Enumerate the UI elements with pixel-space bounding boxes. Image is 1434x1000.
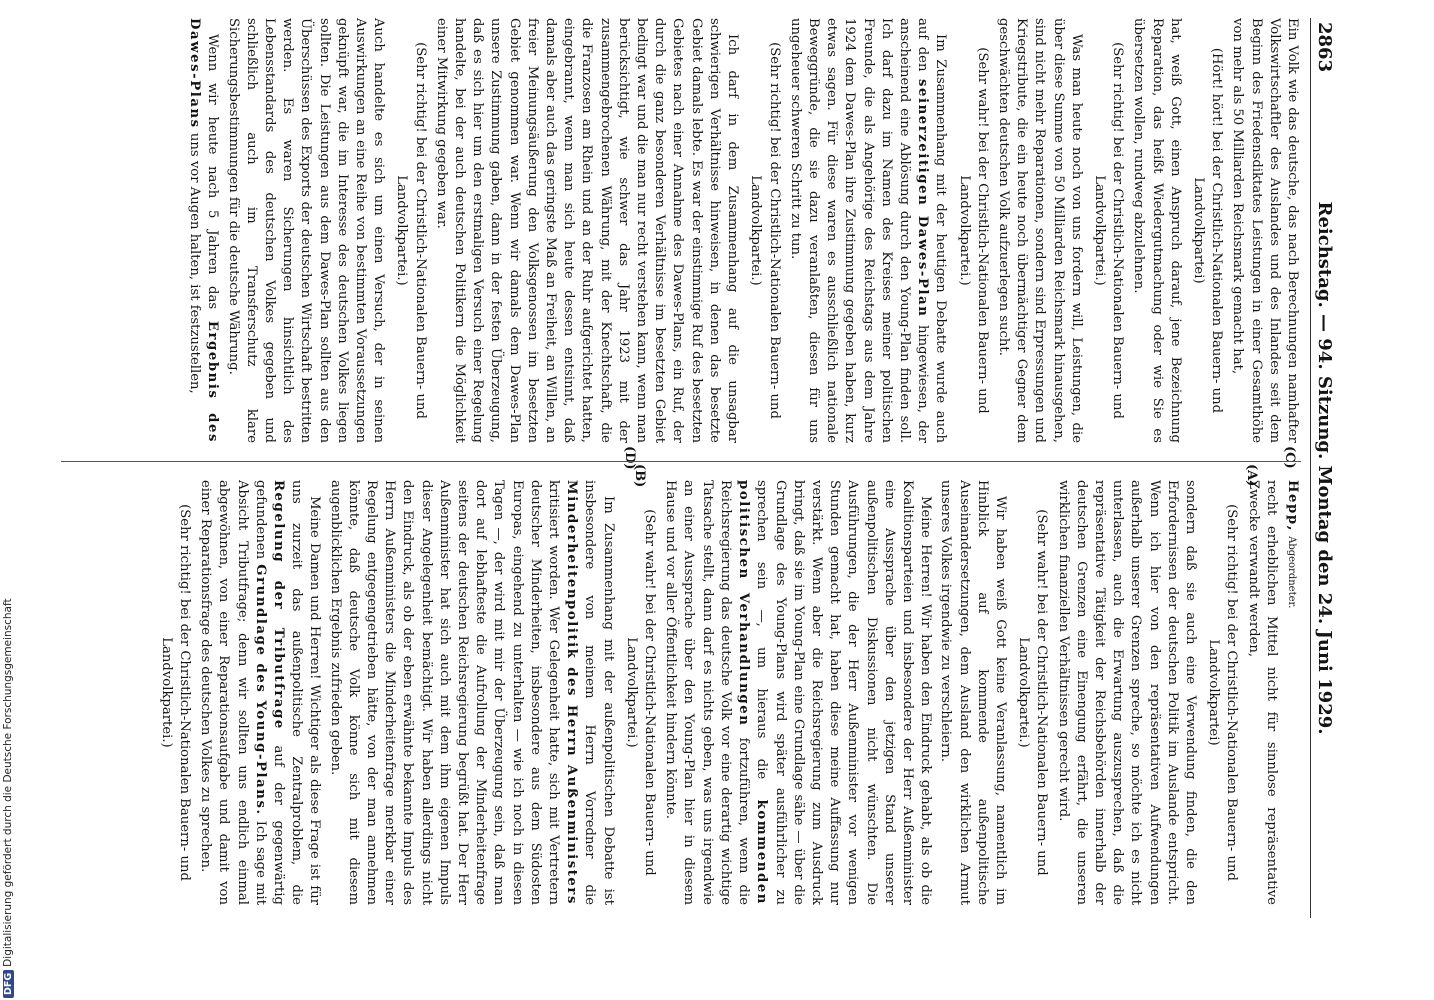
rotated-page-content (47, 18, 1337, 918)
interjection: (Sehr wahr! bei der Christlich-Nationalen Bauern- und Landvolkpartei.) (623, 509, 658, 876)
paragraph (325, 480, 616, 905)
text-run: uns vor Augen halten, ist festzustellen, (187, 128, 203, 394)
emphasis-text: Minderheitenpolitik des Herrn Außenministers (564, 480, 580, 905)
paragraph: sondern daß sie auch eine Verwendung finden, die den Erfordernissen der deutschen Politik im Auslande entspricht. Wenn ich hier von den repräsentativen Aufwendungen außerhalb unserer Grenzen spreche, so möchte ich es nicht unterlassen, auch die Erwartung auszusprechen, daß die repräsentative Tätigkeit der Reichsbehörden innerhalb der deutschen Grenzen eine Einengung erfährt, die unseren wirklichen finanziellen Verhältnissen gerecht wird. (1055, 480, 1198, 905)
digitization-credit (2, 18, 16, 998)
text-run: Meine Herren! Wir haben den Eindruck gehabt, als ob die Koalitionsparteien und insbesondere der Herr Außenminister eine Aussprache über den jetzigen Stand unserer außenpolitischen Diskussionen nicht wünschten. Die Ausführungen, die der Herr Außenminister vor wenigen Stunden gemacht hat, haben diese meine Auffassung nur verstärkt. Wenn aber die Reichsregierung zum Ausdruck bringt, daß sie im Young-Plan eine Grundlage sähe — über die Grundlage des Young-Plans wird später ausführlicher zu sprechen sein —, um hieraus die (754, 480, 934, 905)
emphasis-text: Grundlage des Young-Plans. (252, 564, 268, 816)
paragraph: hat, weiß Gott, einen Anspruch darauf, jene Bezeichnung Reparation, das heißt Wiedergutmachung oder wie Sie es übersetzen wollen, rundweg abzulehnen. (1131, 18, 1183, 443)
text-column-right (51, 480, 1301, 905)
text-run: auf der gegenwärtig gefundenen (252, 480, 287, 905)
page-header (1310, 18, 1337, 918)
column-divider (61, 461, 1301, 462)
speaker-role: Abgeordneter. (1286, 536, 1297, 609)
paragraph (196, 480, 323, 905)
interjection: (Sehr richtig! bei der Christlich-Nationalen Bauern- und Landvolkpartei.) (394, 42, 428, 419)
interjection: (Sehr richtig! bei der Christlich-Nationalen Bauern- und Landvolkpartei) (1206, 504, 1240, 881)
text-run: kritisiert worden. Wer Gelegenheit hatte, sich mit Vertretern deutscher Minderheiten, insbesondere aus dem Südosten Europas, eingehend zu unterhalten — wie ich noch in diesen Tagen —, der wird mit mir der Überzeugung sein, daß man dort auf lebhafteste die Aufrollung der Minderheitenfrage seitens der deutschen Reichsregierung begrüßt hat. Der Herr Außenminister hat sich auch mit dem ihm eigenen Impuls dieser Angelegenheit bemächtigt. Wir haben allerdings nicht den Eindruck, als ob der eben erwähnte bekannte Impuls des Herrn Außenministers die Minderheitenfrage merkbar einer Regelung entgegengetrieben hätte, von der man annehmen könnte, daß deutsche Volk könne sich mit diesem augenblicklichen Ergebnis zufrieden geben. (327, 480, 562, 905)
text-column-left (51, 18, 1301, 443)
text-run: Wenn wir heute nach 5 Jahren das (205, 34, 221, 321)
dfg-logo: DFG (3, 970, 14, 998)
interjection: (Hört! hört! bei der Christlich-Nationalen Bauern- und Landvolkpartei) (1190, 47, 1225, 414)
margin-marker-b: (B) (632, 464, 647, 488)
paragraph: Was man heute noch von uns fordern will, Leistungen, die über diese Summe von 50 Milliarden Reichsmark hinausgehen, sind nicht mehr Reparationen, sondern sind Erpressungen und Kriegstribute, die ein heute noch übermächtiger Gegner dem geschwächten deutschen Volk aufzuerlegen sucht. (995, 18, 1084, 443)
page-title: Reichstag. — 94. Sitzung. Montag den 24. Juni 1929. (1314, 201, 1335, 735)
paragraph: Auch handelte es sich um einen Versuch, der in seinen Auswirkungen an eine Reihe von bestimmten Voraussetzungen geknüpft war, die im Interesse des deutschen Volkes liegen sollten. Die Leistungen aus dem Dawes-Plan sollten aus den Überschüssen des Exports der deutschen Wirtschaft bestritten werden. Es waren Sicherungen hinsichtlich des Lebensstandards des deutschen Volkes gegeben und schließlich auch im Transferschutz klare Sicherungsbestimmungen für die deutsche Währung. (225, 18, 387, 443)
paragraph: Ein Volk wie das deutsche, das nach Berechnungen namhafter Volkswirtschaftler des Auslandes und des Inlandes seit dem Beginn des Friedensdiktates Leistungen in einer Gesamthöhe von mehr als 50 Milliarden Reichsmark gemacht hat, (1230, 18, 1300, 443)
margin-marker-c: (C) (1282, 446, 1297, 469)
margin-marker-d: (D) (622, 446, 637, 470)
paragraph: Wir haben weiß Gott keine Veranlassung, namentlich im Hinblick auf kommende außenpolitische Auseinandersetzungen, dem Ausland den wirklichen Armut unseres Volkes irgendwie zu verschleiern. (938, 480, 1008, 905)
paragraph (185, 18, 221, 443)
text-run: Im Zusammenhang mit der heutigen Debatte wurde auch auf den (915, 18, 949, 443)
credit-text: Digitalisierung gefördert durch die Deutsche Forschungsgemeinschaft (2, 598, 14, 967)
text-run: hingewiesen, der anscheinend eine Ablösung durch den Young-Plan finden soll. Ich darf dazu im Namen des Kreises meiner politischen Freunde, die als Angehörige des Reichstags aus dem Jahre 1924 dem Dawes-Plan ihre Zustimmung gegeben haben, kurz etwas sagen. Für diese waren es ausschließlich nationale Beweggründe, die sie dazu veranlaßten, diesen für uns ungeheuer schweren Schritt zu tun. (787, 18, 931, 443)
text-run: Ich sage mit Absicht Tributfrage; denn wir sollten uns endlich einmal abgewöhnen, von einer Reparationsaufgabe und damit von einer Reparationsfrage des deutschen Volkes zu sprechen. (198, 480, 268, 905)
speaker-name: Hepp, (1285, 480, 1300, 532)
paragraph (786, 18, 950, 443)
paragraph: Ich darf in dem Zusammenhang auf die unsagbar schwierigen Verhältnisse hinweisen, in denen das besetzte Gebiet damals lebte. Es war der einstimmige Ruf des besetzten Gebietes nach einer Annahme des Dawes-Plans, ein Ruf, der durch die ganz besonderen Verhältnisse im besetzten Gebiet bedingt war und die man nur recht verstehen kann, wenn man berücksichtigt, wie schwer das Jahr 1923 mit der zusammengebrochenen Währung, mit der Knechtschaft, die die Franzosen am Rhein und an der Ruhr aufgerichtet hatten, eingebrannt, wenn man sich heute dessen entsinnt, daß damals aber auch das geringste Maß an Freiheit, an Willen, an freier Meinungsäußerung den Volksgenossen im besetzten Gebiet genommen war. Wenn wir damals dem Dawes-Plan unsere Zustimmung gaben, dann in der festen Überzeugung, daß es sich hier um den erstmaligen Versuch einer Regelung handelte, bei der auch deutschen Politikern die Möglichkeit einer Mitwirkung gegeben war. (433, 18, 741, 443)
interjection: (Sehr richtig! bei der Christlich-Nationalen Bauern- und Landvolkpartei.) (748, 42, 782, 419)
paragraph: recht erheblichen Mittel nicht für sinnlose repräsentative Zwecke verwandt werden, (1245, 480, 1279, 905)
text-run: fortzuführen, wenn die Reichsregierung das deutsche Volk vor eine derartig wichtige Tatsache stellt, dann darf es nichts geben, was uns irgendwie an einer Aussprache über den Young-Plan hier in diesem Hause und vor aller Öffentlichkeit hindern könnte. (663, 480, 752, 905)
emphasis-text: seinerzeitigen Dawes-Plan (915, 78, 931, 318)
interjection: (Sehr wahr! bei der Christlich-Nationalen Bauern- und Landvolkpartei.) (956, 47, 990, 414)
speaker-line (1282, 480, 1301, 905)
page-number: 2863 (1314, 22, 1335, 73)
interjection: (Sehr richtig! bei der Christlich-Nationalen Bauern- und Landvolkpartei.) (1091, 42, 1126, 419)
paragraph (661, 480, 934, 905)
margin-marker-a: (A) (1244, 464, 1259, 487)
emphasis-text: Regelung der Tributfrage (271, 480, 287, 730)
text-run: Meine Damen und Herren! Wichtiger als diese Frage ist für uns zurzeit das außenpolitische Zentralproblem, die (289, 480, 323, 905)
interjection: (Sehr richtig! bei der Christlich-Nationalen Bauern- und Landvolkpartei.) (158, 504, 193, 881)
emphasis-text: Ergebnis des Dawes-Plans (187, 18, 221, 443)
interjection: (Sehr wahr! bei der Christlich-Nationalen Bauern- und Landvolkpartei.) (1016, 509, 1050, 876)
text-run: Im Zusammenhang mit der außenpolitischen Debatte ist insbesondere von meinem Herrn Vorredner die (582, 480, 616, 905)
emphasis-text: kommenden politischen Verhandlungen (736, 480, 770, 905)
